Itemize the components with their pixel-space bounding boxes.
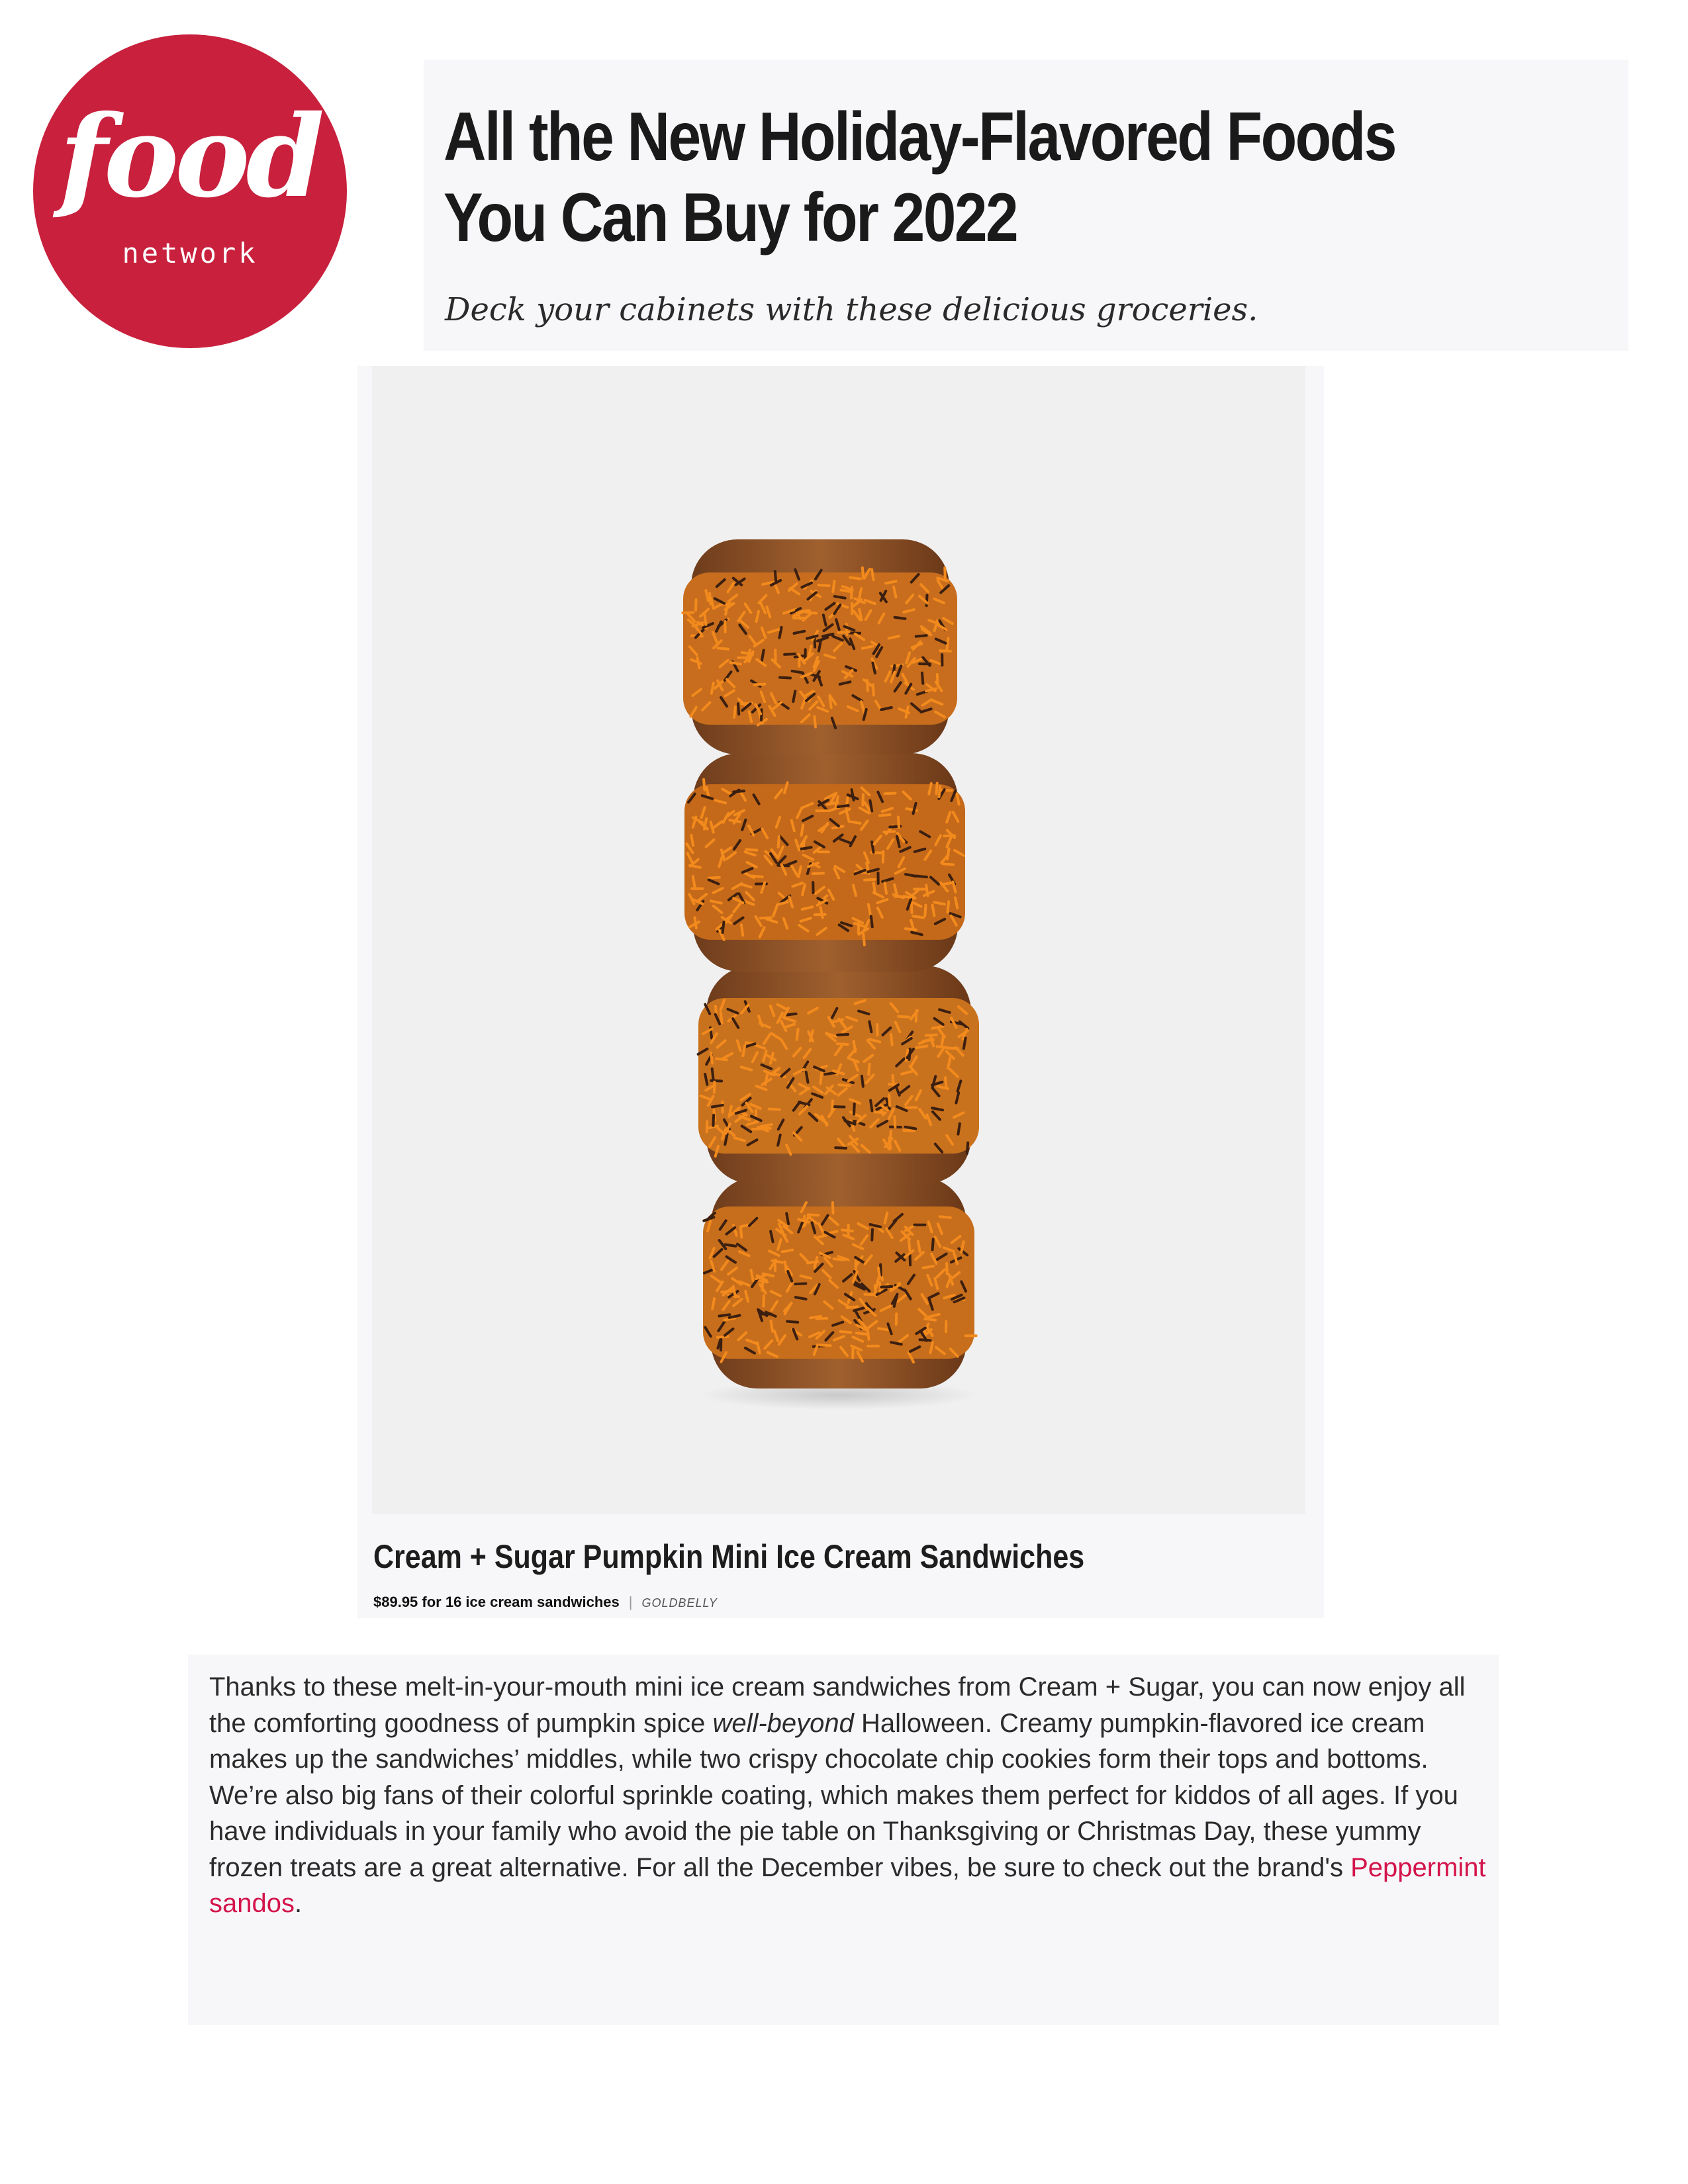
- stacked-ice-cream-sandwiches-photo: [372, 366, 1305, 1514]
- article-header: [424, 60, 1628, 351]
- logo-sub: network: [122, 237, 258, 269]
- headline-line-2: You Can Buy for 2022: [444, 179, 1017, 256]
- logo-word: food: [59, 91, 321, 223]
- product-photo: [372, 366, 1305, 1514]
- body-paragraph: [209, 1669, 1487, 1922]
- body-part-1: Thanks to these melt-in-your-mouth mini ice cream sandwiches from Cream + Sugar, you can now enjoy all the comforting goodness of pumpkin spice: [209, 1672, 1466, 1738]
- dek: Deck your cabinets with these delicious groceries.: [445, 291, 1258, 328]
- peppermint-sandos-link[interactable]: Peppermint sandos: [209, 1852, 1486, 1918]
- body-part-2: Halloween. Creamy pumpkin-flavored ice cream makes up the sandwiches’ middles, while two crispy chocolate chip cookies form their tops and bottoms. We’re also big fans of their colorful sprinkle coating, which makes them perfect for kiddos of all ages. If you have individuals in your family who avoid the pie table on Thanksgiving or Christmas Day, these yummy frozen treats are a great alternative. For all the December vibes, be sure to check out the brand's: [209, 1708, 1458, 1882]
- product-card: [357, 366, 1324, 1618]
- sandwich-3: [698, 966, 979, 1184]
- price-row: [373, 1594, 718, 1611]
- headline-line-1: All the New Holiday-Flavored Foods: [444, 99, 1395, 175]
- price: $89.95 for 16 ice cream sandwiches: [373, 1594, 620, 1610]
- separator: |: [628, 1594, 633, 1610]
- source-credit[interactable]: GOLDBELLY: [641, 1596, 718, 1610]
- body-emphasis: well-beyond: [712, 1708, 854, 1738]
- product-name[interactable]: Cream + Sugar Pumpkin Mini Ice Cream Sandwiches: [373, 1538, 1085, 1575]
- article-body: [188, 1655, 1499, 2025]
- headline: [444, 97, 1457, 258]
- body-end: .: [294, 1889, 303, 1918]
- sandwich-2: [684, 753, 965, 972]
- food-network-logo[interactable]: [33, 34, 347, 348]
